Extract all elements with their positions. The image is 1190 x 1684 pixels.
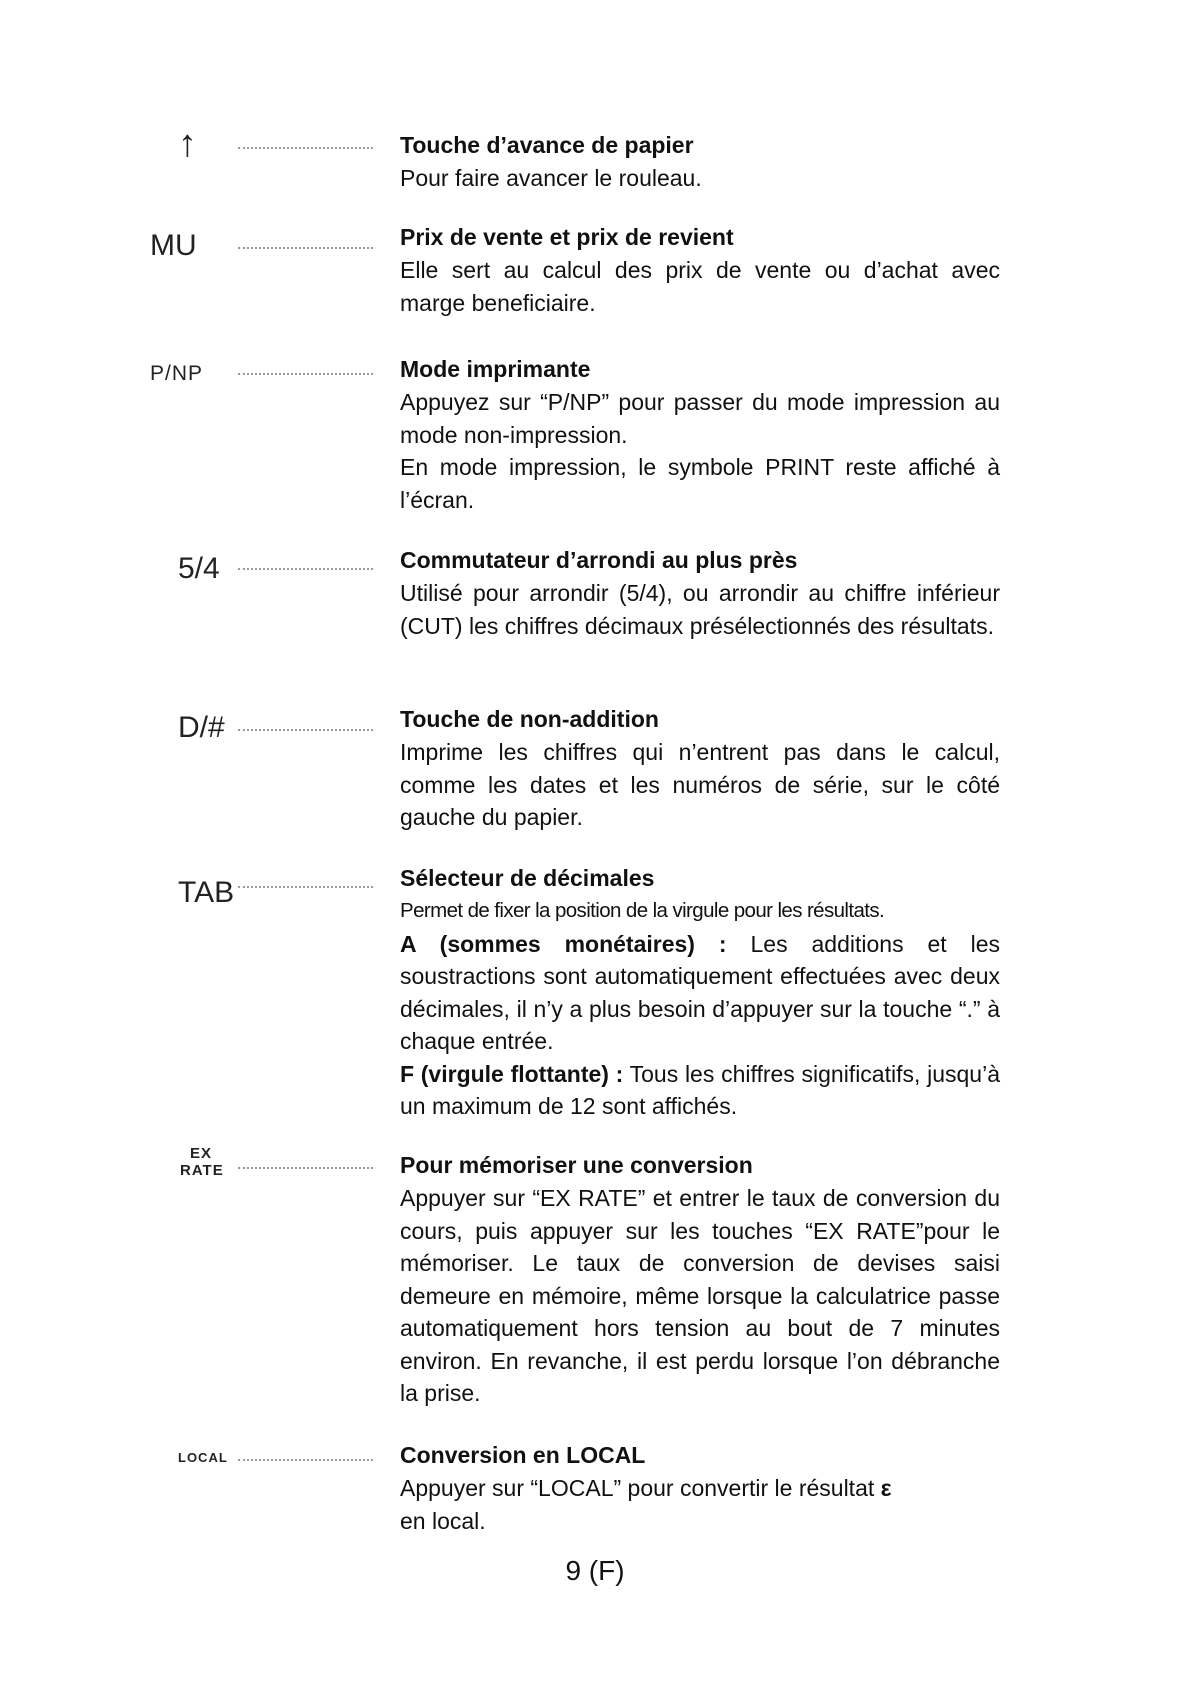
entry-title: Conversion en LOCAL — [400, 1442, 646, 1468]
entry-text: Elle sert au calcul des prix de vente ou d’achat avec marge beneficiaire. — [400, 257, 1000, 316]
key-label-line: RATE — [180, 1162, 224, 1179]
entry-content — [400, 705, 1000, 834]
entry-text: Appuyer sur “EX RATE” et entrer le taux de conversion du cours, puis appuyer sur les touches “EX RATE”pour le mémoriser. Le taux de conversion de devises saisi demeure en mémoire, même lorsque la calculatrice passe automatiquement hors tension au bout de 7 minutes environ. En revanche, il est perdu lorsque l’on débranche la prise. — [400, 1185, 1000, 1406]
entry-content — [400, 131, 1000, 195]
mode-a-label: A (sommes monétaires) : — [400, 930, 727, 957]
entry-text: En mode impression, le symbole PRINT reste affiché à l’écran. — [400, 454, 1000, 513]
entry-content — [400, 546, 1000, 642]
entry-text: Pour faire avancer le rouleau. — [400, 165, 702, 191]
key-label: LOCAL — [178, 1450, 228, 1465]
leader-dots — [238, 1459, 373, 1461]
entry-text: Appuyez sur “P/NP” pour passer du mode impression au mode non-impression. — [400, 389, 1000, 448]
entry-content — [400, 355, 1000, 516]
key-label: TAB — [178, 876, 235, 909]
entry-text-f — [400, 1058, 1000, 1123]
leader-dots — [238, 886, 373, 888]
key-label — [180, 1145, 280, 1179]
paper-feed-arrow-icon: ↑ — [178, 123, 197, 165]
local-text-before: Appuyer sur “LOCAL” pour convertir le résultat — [400, 1475, 875, 1501]
entry-content — [400, 864, 1000, 1123]
entry-title: Mode imprimante — [400, 356, 591, 382]
entry-title: Touche de non-addition — [400, 706, 659, 732]
entry-title: Pour mémoriser une conversion — [400, 1152, 753, 1178]
entry-title: Sélecteur de décimales — [400, 865, 655, 891]
local-currency-symbol-icon: ε — [880, 1475, 892, 1501]
entry-text: Permet de fixer la position de la virgule pour les résultats. — [400, 899, 885, 922]
mode-f-text: Tous les chiffres significatifs, jusqu’à un maximum de 12 sont affichés. — [400, 1060, 1000, 1119]
key-label: D/# — [178, 711, 225, 744]
mode-f-label: F (virgule flottante) : — [400, 1060, 624, 1087]
leader-dots — [238, 729, 373, 731]
entry-text: Utilisé pour arrondir (5/4), ou arrondir au chiffre inférieur (CUT) les chiffres décimaux présélectionnés des résultats. — [400, 580, 1000, 639]
key-label-line: EX — [190, 1145, 213, 1162]
key-label: P/NP — [150, 362, 204, 385]
leader-dots — [238, 247, 373, 249]
entry-title: Touche d’avance de papier — [400, 132, 694, 158]
page-number: 9 (F) — [565, 1555, 625, 1586]
mode-a-text: Les additions et les soustractions sont automatiquement effectuées avec deux décimales, il n’y a plus besoin d’appuyer sur la touche “.” à chaque entrée. — [400, 930, 1001, 1054]
leader-dots — [238, 1167, 373, 1169]
entry-content — [400, 223, 1000, 319]
leader-dots — [238, 147, 373, 149]
key-label: MU — [150, 229, 197, 262]
entry-content — [400, 1151, 1000, 1410]
leader-dots — [238, 373, 373, 375]
entry-text — [400, 1472, 1000, 1537]
entry-text-a — [400, 928, 1000, 1058]
local-text-after: en local. — [400, 1507, 486, 1534]
leader-dots — [238, 568, 373, 570]
key-label: 5/4 — [178, 552, 220, 585]
entry-content — [400, 1441, 1000, 1537]
entry-title: Prix de vente et prix de revient — [400, 224, 734, 250]
entry-text: Imprime les chiffres qui n’entrent pas dans le calcul, comme les dates et les numéros de série, sur le côté gauche du papier. — [400, 739, 1000, 830]
entry-title: Commutateur d’arrondi au plus près — [400, 547, 798, 573]
